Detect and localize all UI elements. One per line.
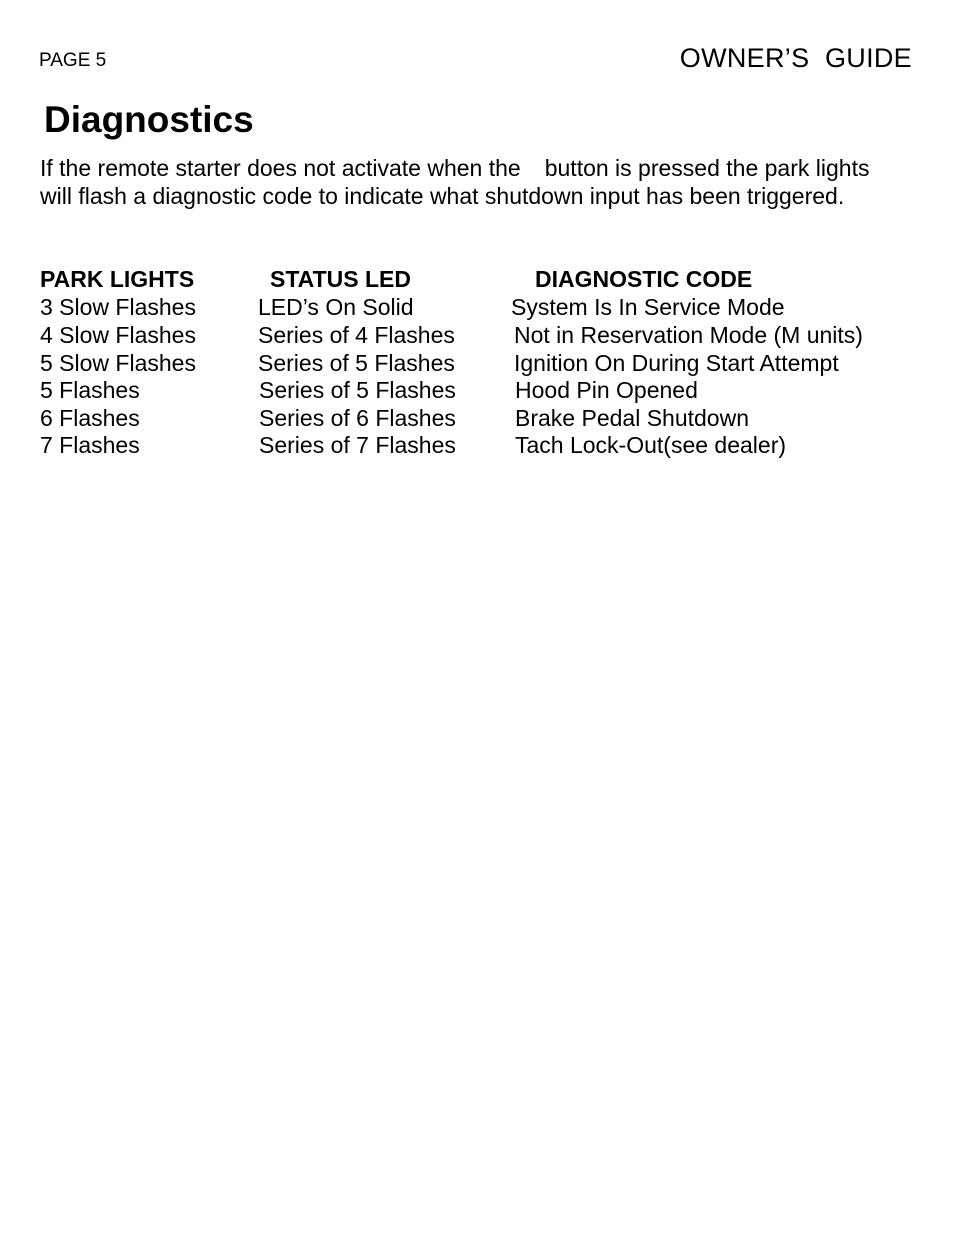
page-number: PAGE 5 xyxy=(39,50,107,71)
park-lights-cell: 4 Slow Flashes xyxy=(40,322,196,348)
intro-text-start: If the remote starter does not activate when the xyxy=(40,155,521,181)
diagnostic-code-cell: Ignition On During Start Attempt xyxy=(514,350,839,376)
column-header-park-lights: PARK LIGHTS xyxy=(40,266,195,292)
section-heading: Diagnostics xyxy=(44,99,254,140)
table-row xyxy=(0,376,954,404)
park-lights-cell: 3 Slow Flashes xyxy=(40,294,196,320)
diagnostic-code-cell: Brake Pedal Shutdown xyxy=(515,405,749,431)
table-row xyxy=(0,349,954,377)
table-row xyxy=(0,321,954,349)
park-lights-cell: 7 Flashes xyxy=(40,432,140,458)
intro-text-end: button is pressed the park lights will flash a diagnostic code to indicate what shutdown input has been triggered. xyxy=(40,155,870,209)
park-lights-cell: 6 Flashes xyxy=(40,405,140,431)
status-led-cell: LED’s On Solid xyxy=(258,294,414,320)
status-led-cell: Series of 7 Flashes xyxy=(259,432,456,458)
guide-title: OWNER’S GUIDE xyxy=(679,43,912,73)
table-row xyxy=(0,293,954,321)
status-led-cell: Series of 4 Flashes xyxy=(258,322,455,348)
intro-paragraph xyxy=(40,155,900,210)
status-led-cell: Series of 6 Flashes xyxy=(259,405,456,431)
table-header-row xyxy=(0,265,954,293)
column-header-diagnostic-code: DIAGNOSTIC CODE xyxy=(535,266,753,292)
column-header-status-led: STATUS LED xyxy=(270,266,411,292)
status-led-cell: Series of 5 Flashes xyxy=(258,350,455,376)
diagnostic-code-cell: Not in Reservation Mode (M units) xyxy=(514,322,863,348)
diagnostic-code-cell: Tach Lock-Out(see dealer) xyxy=(515,432,787,458)
table-row xyxy=(0,404,954,432)
diagnostic-code-cell: System Is In Service Mode xyxy=(511,294,785,320)
status-led-cell: Series of 5 Flashes xyxy=(259,377,456,403)
park-lights-cell: 5 Flashes xyxy=(40,377,140,403)
park-lights-cell: 5 Slow Flashes xyxy=(40,350,196,376)
diagnostic-code-cell: Hood Pin Opened xyxy=(515,377,698,403)
table-row xyxy=(0,431,954,459)
